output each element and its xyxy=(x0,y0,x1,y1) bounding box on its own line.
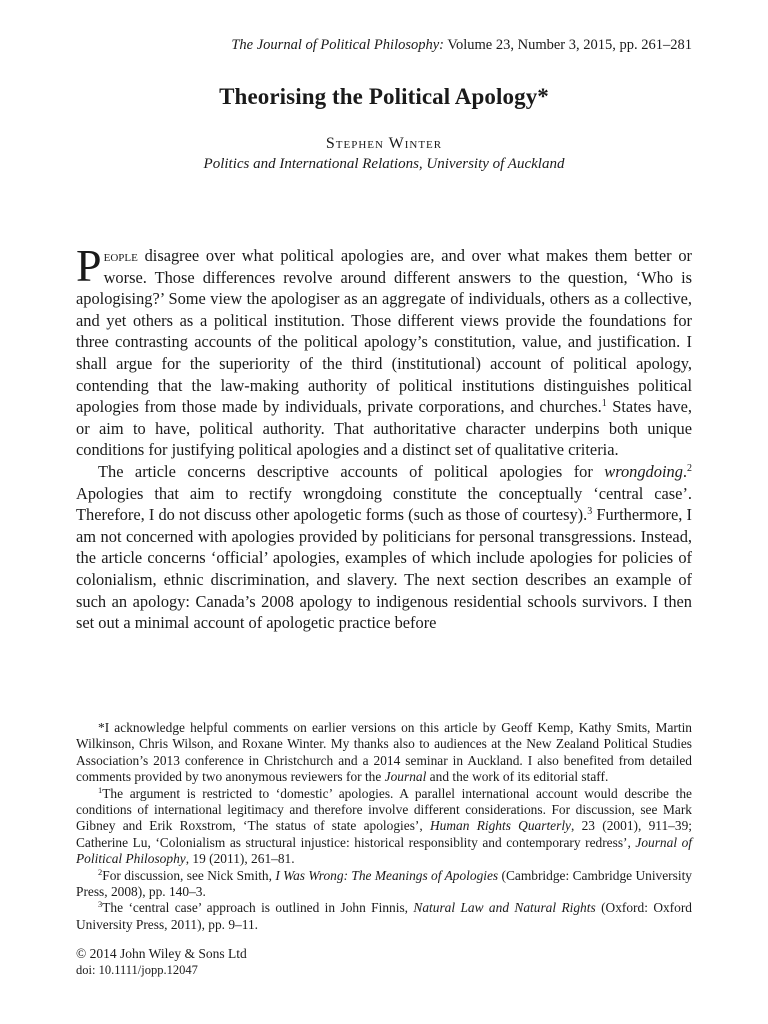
footnote-ref-1[interactable]: 1 xyxy=(601,398,607,410)
paragraph-1 xyxy=(76,240,692,461)
footnote-text: (Oxford: Oxford University Press, 2011), pp. 9–11. xyxy=(76,900,692,932)
footnote-italic: Journal xyxy=(384,769,427,785)
author-name: Stephen Winter xyxy=(325,135,443,152)
footnote-number: 2 xyxy=(98,866,103,877)
paragraph-2 xyxy=(76,461,692,634)
footnote-text: , 19 (2011), 261–81. xyxy=(185,851,295,867)
footnote-number: 1 xyxy=(98,784,103,795)
footnote-italic: I Was Wrong: The Meanings of Apologies xyxy=(275,867,499,883)
footnote-number: 3 xyxy=(98,899,103,910)
footnote-text: For discussion, see Nick Smith, xyxy=(102,867,276,883)
footnote-text: and the work of its editorial staff. xyxy=(426,769,609,785)
doi-link[interactable]: doi: 10.1111/jopp.12047 xyxy=(76,963,198,977)
paragraph-text: disagree over what political apologies are, and over what makes them better or worse. Those differences revolve around different answers to the question, ‘Who is apologising?’ Some view the apologiser as an aggregate of individuals, others as a collective, and yet others as a political institution. Those different views provide the foundations for three contrasting accounts of the political apology’s constitution, value, and justification. I shall argue for the superiority of the third (institutional) account of political apology, contending that the law-making authority of political institutions distinguishes political apologies from those made by individuals, private corporations, and churches. xyxy=(76,246,692,417)
article-body xyxy=(76,240,692,634)
footnote-3 xyxy=(76,900,692,933)
footnote-ref-2[interactable]: 2 xyxy=(687,462,692,474)
footnote-text: *I acknowledge helpful comments on earlier versions on this article by Geoff Kemp, Kathy Smits, Martin Wilkinson, Chris Wilson, and Roxane Winter. My thanks also to audiences at the New Zealand Political Studies Association’s 2013 conference in Christchurch and a 2014 seminar in Auckland. I also benefited from detailed comments provided by two anonymous reviewers for the xyxy=(76,720,692,785)
footnote-2 xyxy=(76,868,692,901)
article-title: Theorising the Political Apology* xyxy=(219,84,549,109)
footnote-italic: Journal of Political Philosophy xyxy=(76,834,693,867)
paragraph-text: States have, or aim to have, political authority. That authoritative character underpins both unique conditions for justifying political apologies and a distinct set of qualitative criteria. xyxy=(76,397,692,460)
lead-word: eople xyxy=(103,246,138,265)
paragraph-text: . xyxy=(682,461,687,481)
footnote-star xyxy=(76,720,692,786)
copyright-notice: © 2014 John Wiley & Sons Ltd xyxy=(76,946,247,961)
issue-details: Volume 23, Number 3, 2015, pp. 261–281 xyxy=(444,37,692,53)
footnote-text: The ‘central case’ approach is outlined in John Finnis, xyxy=(102,900,414,916)
footnote-italic: Natural Law and Natural Rights xyxy=(413,900,596,916)
journal-name: The Journal of Political Philosophy: xyxy=(231,37,445,53)
paragraph-text: Furthermore, I am not concerned with apologies provided by politicians for personal transgressions. Instead, the article concerns ‘official’ apologies, examples of which include apologies for policies of colonialism, ethnic discrimination, and slavery. The next section describes an example of such an apology: Canada’s 2008 apology to indigenous residential schools survivors. I then set out a minimal account of apologetic practice before xyxy=(76,505,692,633)
author-affiliation: Politics and International Relations, University of Auckland xyxy=(203,156,565,172)
paragraph-text: The article concerns descriptive accounts of political apologies for xyxy=(98,461,605,481)
footnote-italic: Human Rights Quarterly xyxy=(430,818,571,834)
emphasis: wrongdoing xyxy=(604,461,683,481)
paragraph-text: Apologies that aim to rectify wrongdoing constitute the conceptually ‘central case’. Therefore, I do not discuss other apologetic forms (such as those of courtesy). xyxy=(76,483,692,525)
page-footer xyxy=(76,946,247,978)
footnote-text: , 23 (2001), 911–39; Catherine Lu, ‘Colonialism as structural injustice: historical responsiblity and contemporary redress’, xyxy=(76,818,692,850)
footnote-text: (Cambridge: Cambridge University Press, 2008), pp. 140–3. xyxy=(76,867,692,900)
running-head xyxy=(231,37,692,54)
footnote-1 xyxy=(76,786,692,868)
drop-cap: P xyxy=(76,240,102,291)
footnote-text: The argument is restricted to ‘domestic’ apologies. A parallel international account would describe the conditions of international legitimacy and therefore involve different considerations. For discussion, see Mark Gibney and Erik Roxstrom, ‘The status of state apologies’, xyxy=(76,785,692,834)
footnotes xyxy=(76,720,692,933)
footnote-ref-3[interactable]: 3 xyxy=(587,506,593,518)
